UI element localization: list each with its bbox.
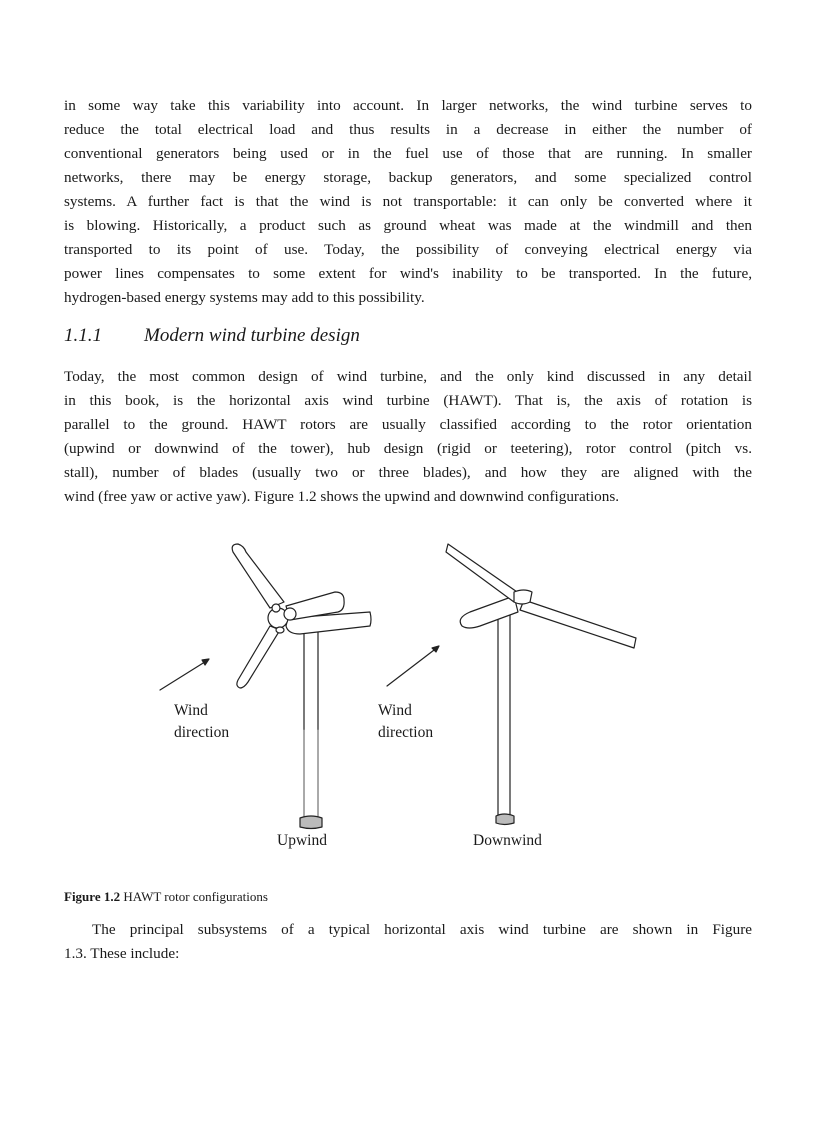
text-line: hydrogen-based energy systems may add to this possibility. [64, 289, 425, 306]
text-line: reduce the total electrical load and thus results in a decrease in either the number of [64, 121, 752, 138]
downwind-config-label: Downwind [473, 832, 542, 849]
figure-caption [64, 889, 268, 905]
text-line: power lines compensates to some extent for wind's inability to be transported. In the future, [64, 265, 752, 282]
text-line: networks, there may be energy storage, backup generators, and some specialized control [64, 169, 752, 186]
figure-hawt-configurations [140, 530, 680, 860]
text-line: wind (free yaw or active yaw). Figure 1.2 shows the upwind and downwind configurations. [64, 488, 620, 505]
downwind-wind-label [378, 700, 433, 744]
upwind-turbine-icon [160, 544, 371, 829]
section-number: 1.1.1 [64, 325, 102, 346]
upwind-config-label: Upwind [277, 832, 327, 849]
wind-label-line: direction [174, 724, 230, 741]
figure-number: Figure 1.2 [64, 889, 121, 904]
upwind-wind-label [174, 700, 229, 744]
text-line: conventional generators being used or in the fuel use of those that are running. In smaller [64, 145, 752, 162]
section-heading [64, 325, 360, 347]
downwind-turbine-icon [387, 544, 636, 825]
text-line: The principal subsystems of a typical horizontal axis wind turbine are shown in Figure [92, 921, 752, 938]
text-line: (upwind or downwind of the tower), hub design (rigid or teetering), rotor control (pitch vs. [64, 440, 752, 457]
text-line: Today, the most common design of wind turbine, and the only kind discussed in any detail [64, 368, 752, 385]
wind-label-line: Wind [378, 702, 412, 719]
text-line: stall), number of blades (usually two or three blades), and how they are aligned with the [64, 464, 752, 481]
text-line: 1.3. These include: [64, 945, 180, 962]
text-line: systems. A further fact is that the wind is not transportable: it can only be converted where it [64, 193, 752, 210]
text-line: in some way take this variability into account. In larger networks, the wind turbine serves to [64, 97, 752, 114]
text-line: parallel to the ground. HAWT rotors are usually classified according to the rotor orientation [64, 416, 752, 433]
wind-label-line: direction [378, 724, 434, 741]
turbine-illustration [140, 530, 680, 860]
figure-caption-text: HAWT rotor configurations [120, 889, 268, 904]
text-line: is blowing. Historically, a product such as ground wheat was made at the windmill and then [64, 217, 752, 234]
wind-label-line: Wind [174, 702, 208, 719]
section-title: Modern wind turbine design [144, 325, 360, 346]
paragraph-subsystems [64, 918, 752, 966]
paragraph-intro [64, 94, 752, 310]
paragraph-design [64, 365, 752, 509]
text-line: transported to its point of use. Today, the possibility of conveying electrical energy via [64, 241, 752, 258]
text-line: in this book, is the horizontal axis wind turbine (HAWT). That is, the axis of rotation is [64, 392, 752, 409]
